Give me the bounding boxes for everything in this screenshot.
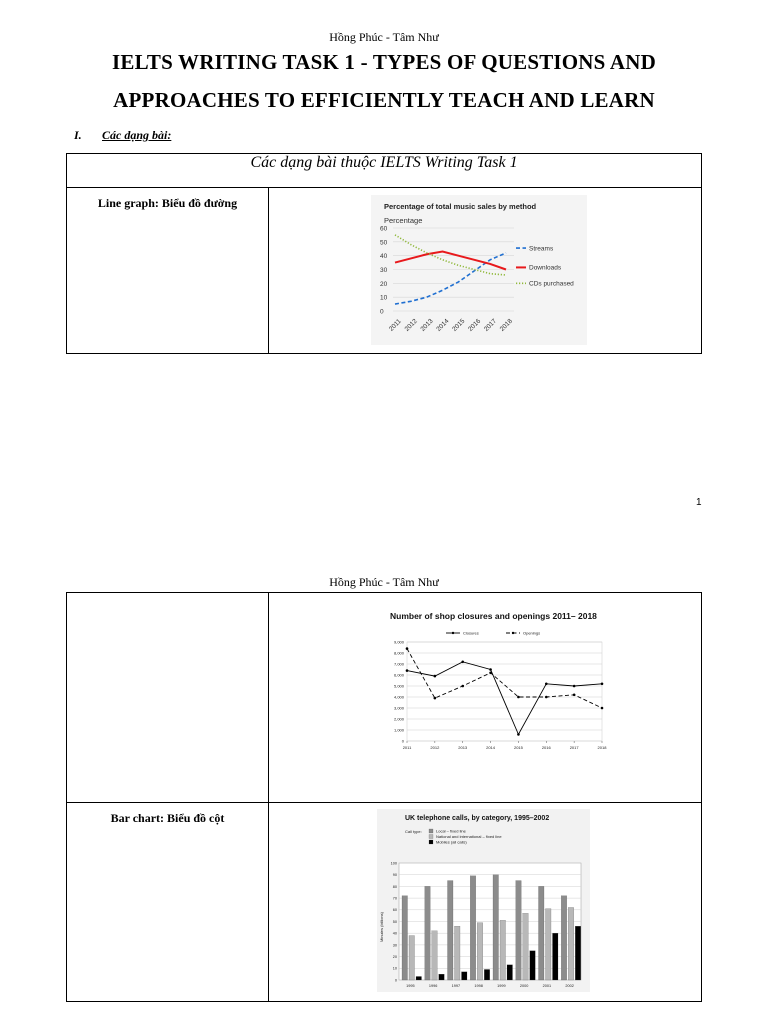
y-tick-label: 0 — [394, 978, 397, 983]
y-tick-label: 10 — [380, 294, 388, 302]
section-title: Các dạng bài: — [102, 128, 172, 142]
y-tick-label: 40 — [392, 931, 397, 936]
x-tick-label: 2001 — [542, 984, 552, 988]
bar — [575, 926, 581, 980]
data-point — [406, 647, 409, 650]
bar — [553, 933, 559, 980]
page-header: Hồng Phúc - Tâm Như — [329, 30, 439, 44]
bar — [439, 974, 445, 980]
x-tick-label: 1998 — [474, 984, 483, 988]
data-point — [573, 694, 576, 697]
bar — [416, 976, 422, 980]
x-tick-label: 2013 — [419, 317, 435, 333]
data-point — [517, 696, 520, 699]
bar — [523, 913, 529, 980]
data-point — [434, 697, 437, 700]
legend-swatch — [429, 840, 433, 844]
line-graph-cell — [269, 188, 702, 354]
empty-label-cell — [67, 593, 269, 803]
x-tick-label: 2016 — [467, 317, 483, 333]
uk-telephone-calls-bar-chart — [377, 809, 590, 992]
data-point — [489, 668, 492, 671]
section-number: I. — [74, 128, 82, 142]
legend-label: Mobiles (all calls) — [436, 839, 467, 845]
music-sales-line-chart — [371, 195, 587, 345]
x-tick-label: 2015 — [451, 317, 467, 333]
data-point — [434, 675, 437, 678]
legend-label: Downloads — [529, 264, 562, 272]
y-tick-label: 8,000 — [393, 650, 404, 656]
data-point — [573, 685, 576, 688]
y-tick-label: 20 — [380, 280, 388, 288]
document-title-line-1: IELTS WRITING TASK 1 - TYPES OF QUESTIONS AND — [112, 50, 656, 74]
bar — [546, 909, 552, 980]
data-point — [545, 683, 548, 686]
y-tick-label: 3,000 — [393, 705, 404, 711]
bar — [470, 876, 476, 980]
bar — [477, 923, 483, 980]
y-axis-label: Percentage — [384, 216, 423, 225]
legend-label: Closures — [463, 630, 479, 636]
row-label-bar-chart: Bar chart: Biểu đồ cột — [67, 803, 269, 1002]
y-tick-label: 2,000 — [393, 716, 404, 722]
x-tick-label: 2013 — [458, 745, 468, 750]
y-tick-label: 7,000 — [393, 661, 404, 667]
y-tick-label: 4,000 — [393, 694, 404, 700]
legend-label: Streams — [529, 245, 554, 253]
legend-swatch — [429, 835, 433, 839]
y-tick-label: 30 — [392, 943, 397, 948]
bar — [561, 896, 567, 980]
page-header-2: Hồng Phúc - Tâm Như — [329, 575, 439, 589]
x-tick-label: 2000 — [519, 984, 529, 988]
x-tick-label: 2014 — [486, 745, 496, 750]
x-tick-label: 2018 — [597, 745, 607, 750]
legend-title: Call type: — [405, 829, 422, 834]
data-point — [545, 696, 548, 699]
y-tick-label: 100 — [390, 861, 397, 866]
bar-chart-cell — [269, 803, 702, 1002]
data-point — [517, 733, 520, 736]
x-tick-label: 1999 — [497, 984, 506, 988]
bar — [539, 886, 545, 980]
x-tick-label: 2011 — [387, 317, 403, 333]
plot-frame — [407, 642, 602, 741]
legend-swatch — [429, 829, 433, 833]
y-tick-label: 0 — [380, 308, 384, 316]
data-point — [406, 669, 409, 672]
bar — [402, 896, 408, 980]
x-tick-label: 2011 — [402, 745, 412, 750]
x-tick-label: 1996 — [428, 984, 438, 988]
x-tick-label: 2015 — [513, 745, 523, 750]
document-title-line-2: APPROACHES TO EFFICIENTLY TEACH AND LEARN — [113, 88, 655, 112]
bar — [462, 972, 468, 980]
y-tick-label: 50 — [392, 919, 397, 924]
bar — [530, 951, 536, 980]
y-tick-label: 60 — [392, 908, 397, 913]
y-tick-label: 1,000 — [393, 727, 404, 733]
y-tick-label: 40 — [380, 253, 388, 261]
data-point — [601, 683, 604, 686]
legend-marker — [452, 632, 454, 634]
section-heading — [74, 128, 171, 143]
bar — [425, 886, 431, 980]
page-number: 1 — [696, 497, 702, 508]
shop-closures-openings-chart — [386, 605, 608, 755]
bar — [507, 965, 513, 980]
legend-label: CDs purchased — [529, 280, 574, 288]
bar — [484, 969, 490, 980]
bar — [500, 920, 506, 980]
bar — [568, 907, 574, 980]
bar — [409, 936, 415, 980]
table-caption: Các dạng bài thuộc IELTS Writing Task 1 — [67, 154, 702, 188]
series-line-openings — [407, 649, 602, 708]
y-tick-label: 70 — [392, 896, 397, 901]
question-types-table-continued — [66, 592, 702, 1002]
x-tick-label: 2014 — [435, 317, 451, 333]
x-tick-label: 2017 — [569, 745, 579, 750]
chart-title: Percentage of total music sales by method — [384, 202, 537, 211]
bar — [493, 875, 499, 980]
x-tick-label: 2016 — [541, 745, 551, 750]
y-tick-label: 6,000 — [393, 672, 404, 678]
y-axis-label: Minutes (billions) — [379, 911, 384, 943]
chart-title: UK telephone calls, by category, 1995–2002 — [405, 815, 550, 822]
x-tick-label: 1995 — [406, 984, 415, 988]
series-line-closures — [407, 662, 602, 735]
y-tick-label: 50 — [380, 239, 388, 247]
x-tick-label: 2002 — [565, 984, 574, 988]
y-tick-label: 0 — [401, 738, 404, 744]
chart-title: Number of shop closures and openings 2011– 2018 — [390, 611, 597, 621]
y-tick-label: 90 — [392, 873, 397, 878]
question-types-table — [66, 153, 702, 354]
row-label-line-graph: Line graph: Biểu đồ đường — [67, 188, 269, 354]
bar — [432, 931, 438, 980]
y-tick-label: 30 — [380, 267, 388, 274]
x-tick-label: 2012 — [430, 745, 440, 750]
data-point — [461, 685, 464, 688]
data-point — [489, 672, 492, 675]
legend-label: Openings — [523, 630, 541, 636]
y-tick-label: 10 — [392, 966, 397, 971]
shop-chart-cell — [269, 593, 702, 803]
y-tick-label: 60 — [380, 225, 388, 233]
data-point — [461, 661, 464, 664]
legend-label: National and international – fixed line — [436, 833, 502, 839]
bar — [448, 881, 454, 980]
y-tick-label: 20 — [392, 955, 397, 959]
x-tick-label: 2012 — [403, 317, 419, 333]
bar — [516, 881, 522, 980]
y-tick-label: 5,000 — [393, 683, 404, 689]
y-tick-label: 80 — [392, 884, 397, 889]
x-tick-label: 2018 — [498, 317, 514, 333]
legend-label: Local – fixed line — [436, 828, 466, 834]
x-tick-label: 2017 — [482, 317, 499, 333]
x-tick-label: 1997 — [451, 984, 461, 988]
data-point — [601, 707, 604, 710]
legend-marker — [512, 632, 514, 634]
bar — [455, 926, 461, 980]
y-tick-label: 9,000 — [393, 639, 404, 645]
